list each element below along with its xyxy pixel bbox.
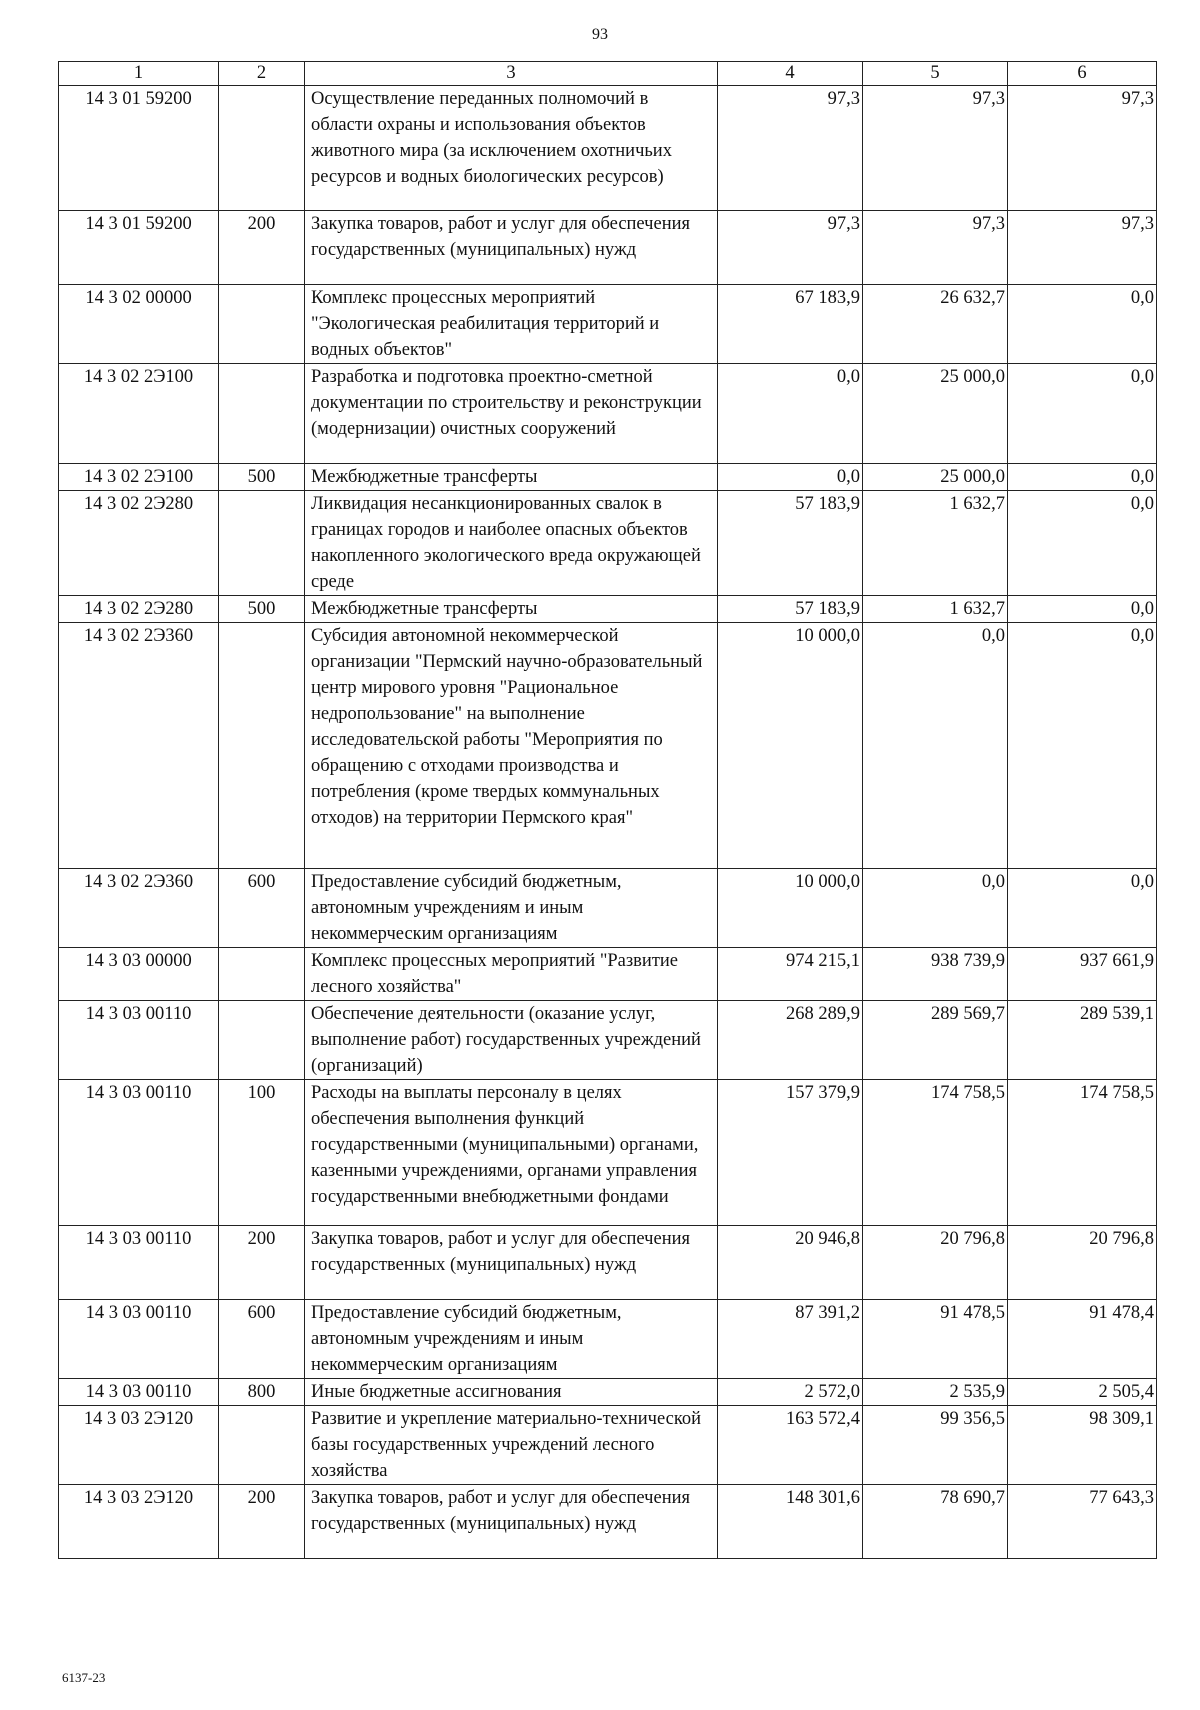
row-value-col5: 289 569,7 (863, 1001, 1008, 1080)
table-row (59, 1485, 1157, 1559)
budget-table (58, 61, 1157, 1559)
column-header-1: 1 (59, 62, 219, 86)
row-value-col4: 0,0 (718, 364, 863, 464)
row-value-col6: 0,0 (1008, 596, 1157, 623)
row-value-col4: 163 572,4 (718, 1406, 863, 1485)
row-value-col6: 97,3 (1008, 86, 1157, 211)
row-value-col5: 938 739,9 (863, 948, 1008, 1001)
footer-document-code: 6137-23 (62, 1670, 106, 1685)
row-code: 14 3 03 00110 (59, 1379, 219, 1406)
row-value-col5: 0,0 (863, 623, 1008, 869)
row-value-col6: 0,0 (1008, 364, 1157, 464)
row-value-col4: 148 301,6 (718, 1485, 863, 1559)
row-value-col5: 91 478,5 (863, 1300, 1008, 1379)
row-description: Закупка товаров, работ и услуг для обеспечения государственных (муниципальных) нужд (305, 1485, 718, 1559)
row-value-col6: 0,0 (1008, 285, 1157, 364)
row-code: 14 3 03 2Э120 (59, 1485, 219, 1559)
row-value-col4: 10 000,0 (718, 623, 863, 869)
row-value-col4: 97,3 (718, 86, 863, 211)
row-value-col6: 937 661,9 (1008, 948, 1157, 1001)
table-body (59, 86, 1157, 1559)
row-description: Иные бюджетные ассигнования (305, 1379, 718, 1406)
row-value-col4: 20 946,8 (718, 1226, 863, 1300)
row-code: 14 3 03 00110 (59, 1001, 219, 1080)
row-description: Межбюджетные трансферты (305, 464, 718, 491)
table-row (59, 211, 1157, 285)
row-value-col6: 0,0 (1008, 869, 1157, 948)
table-row (59, 869, 1157, 948)
row-value-col4: 0,0 (718, 464, 863, 491)
column-header-3: 3 (305, 62, 718, 86)
row-value-col4: 2 572,0 (718, 1379, 863, 1406)
table-row (59, 1300, 1157, 1379)
table-row (59, 364, 1157, 464)
row-expense-type: 100 (219, 1080, 305, 1226)
row-code: 14 3 02 2Э100 (59, 364, 219, 464)
row-expense-type (219, 948, 305, 1001)
row-expense-type: 600 (219, 1300, 305, 1379)
row-expense-type: 200 (219, 1226, 305, 1300)
row-value-col5: 1 632,7 (863, 596, 1008, 623)
row-value-col5: 26 632,7 (863, 285, 1008, 364)
row-expense-type: 200 (219, 211, 305, 285)
table-row (59, 86, 1157, 211)
row-value-col6: 174 758,5 (1008, 1080, 1157, 1226)
row-value-col5: 25 000,0 (863, 364, 1008, 464)
row-description: Предоставление субсидий бюджетным, автономным учреждениям и иным некоммерческим организациям (305, 1300, 718, 1379)
row-value-col5: 1 632,7 (863, 491, 1008, 596)
row-value-col4: 57 183,9 (718, 491, 863, 596)
row-code: 14 3 03 2Э120 (59, 1406, 219, 1485)
row-expense-type (219, 623, 305, 869)
row-value-col4: 157 379,9 (718, 1080, 863, 1226)
row-description: Закупка товаров, работ и услуг для обеспечения государственных (муниципальных) нужд (305, 1226, 718, 1300)
row-description: Комплекс процессных мероприятий "Экологическая реабилитация территорий и водных объектов" (305, 285, 718, 364)
table-row (59, 596, 1157, 623)
row-expense-type: 800 (219, 1379, 305, 1406)
row-description: Субсидия автономной некоммерческой организации "Пермский научно-образовательный центр мирового уровня "Рациональное недропользование" на выполнение исследовательской работы "Мероприятия по обращению с отходами производства и потребления (кроме твердых коммунальных отходов) на территории Пермского края" (305, 623, 718, 869)
row-value-col4: 57 183,9 (718, 596, 863, 623)
row-value-col6: 91 478,4 (1008, 1300, 1157, 1379)
row-description: Предоставление субсидий бюджетным, автономным учреждениям и иным некоммерческим организациям (305, 869, 718, 948)
table-row (59, 491, 1157, 596)
row-description: Расходы на выплаты персоналу в целях обеспечения выполнения функций государственными (муниципальными) органами, казенными учреждениями, органами управления государственными внебюджетными фондами (305, 1080, 718, 1226)
row-expense-type: 200 (219, 1485, 305, 1559)
row-description: Развитие и укрепление материально-технической базы государственных учреждений лесного хозяйства (305, 1406, 718, 1485)
row-description: Межбюджетные трансферты (305, 596, 718, 623)
row-description: Осуществление переданных полномочий в области охраны и использования объектов животного мира (за исключением охотничьих ресурсов и водных биологических ресурсов) (305, 86, 718, 211)
row-description: Ликвидация несанкционированных свалок в границах городов и наиболее опасных объектов накопленного экологического вреда окружающей среде (305, 491, 718, 596)
column-header-5: 5 (863, 62, 1008, 86)
table-row (59, 1406, 1157, 1485)
table-row (59, 1226, 1157, 1300)
row-expense-type (219, 491, 305, 596)
row-code: 14 3 01 59200 (59, 86, 219, 211)
row-value-col5: 25 000,0 (863, 464, 1008, 491)
row-expense-type: 500 (219, 596, 305, 623)
row-value-col4: 268 289,9 (718, 1001, 863, 1080)
row-value-col6: 98 309,1 (1008, 1406, 1157, 1485)
row-code: 14 3 03 00000 (59, 948, 219, 1001)
row-description: Комплекс процессных мероприятий "Развитие лесного хозяйства" (305, 948, 718, 1001)
table-row (59, 1080, 1157, 1226)
row-code: 14 3 02 2Э100 (59, 464, 219, 491)
row-value-col6: 0,0 (1008, 464, 1157, 491)
column-header-6: 6 (1008, 62, 1157, 86)
table-row (59, 623, 1157, 869)
row-value-col6: 2 505,4 (1008, 1379, 1157, 1406)
table-row (59, 1001, 1157, 1080)
table-row (59, 285, 1157, 364)
row-value-col5: 99 356,5 (863, 1406, 1008, 1485)
row-expense-type (219, 86, 305, 211)
row-value-col5: 0,0 (863, 869, 1008, 948)
row-value-col5: 78 690,7 (863, 1485, 1008, 1559)
row-expense-type: 600 (219, 869, 305, 948)
row-value-col6: 0,0 (1008, 623, 1157, 869)
row-description: Разработка и подготовка проектно-сметной документации по строительству и реконструкции (модернизации) очистных сооружений (305, 364, 718, 464)
row-code: 14 3 01 59200 (59, 211, 219, 285)
row-code: 14 3 02 2Э280 (59, 491, 219, 596)
row-value-col6: 289 539,1 (1008, 1001, 1157, 1080)
row-value-col5: 2 535,9 (863, 1379, 1008, 1406)
row-expense-type (219, 1406, 305, 1485)
row-value-col6: 97,3 (1008, 211, 1157, 285)
row-code: 14 3 02 2Э280 (59, 596, 219, 623)
row-value-col6: 20 796,8 (1008, 1226, 1157, 1300)
table-row (59, 948, 1157, 1001)
column-header-2: 2 (219, 62, 305, 86)
row-expense-type (219, 1001, 305, 1080)
row-code: 14 3 02 2Э360 (59, 623, 219, 869)
row-value-col4: 974 215,1 (718, 948, 863, 1001)
column-header-row (59, 62, 1157, 86)
budget-table-container (58, 61, 1156, 1559)
row-expense-type (219, 364, 305, 464)
row-description: Закупка товаров, работ и услуг для обеспечения государственных (муниципальных) нужд (305, 211, 718, 285)
row-code: 14 3 02 00000 (59, 285, 219, 364)
row-code: 14 3 03 00110 (59, 1080, 219, 1226)
row-code: 14 3 03 00110 (59, 1226, 219, 1300)
row-value-col6: 0,0 (1008, 491, 1157, 596)
row-value-col5: 20 796,8 (863, 1226, 1008, 1300)
column-header-4: 4 (718, 62, 863, 86)
table-row (59, 464, 1157, 491)
row-value-col4: 67 183,9 (718, 285, 863, 364)
page-number: 93 (592, 26, 608, 43)
row-expense-type (219, 285, 305, 364)
row-value-col5: 97,3 (863, 211, 1008, 285)
row-expense-type: 500 (219, 464, 305, 491)
row-value-col6: 77 643,3 (1008, 1485, 1157, 1559)
row-value-col4: 10 000,0 (718, 869, 863, 948)
row-value-col4: 97,3 (718, 211, 863, 285)
row-value-col5: 97,3 (863, 86, 1008, 211)
row-code: 14 3 02 2Э360 (59, 869, 219, 948)
table-row (59, 1379, 1157, 1406)
row-code: 14 3 03 00110 (59, 1300, 219, 1379)
row-value-col5: 174 758,5 (863, 1080, 1008, 1226)
row-description: Обеспечение деятельности (оказание услуг, выполнение работ) государственных учреждений (организаций) (305, 1001, 718, 1080)
row-value-col4: 87 391,2 (718, 1300, 863, 1379)
